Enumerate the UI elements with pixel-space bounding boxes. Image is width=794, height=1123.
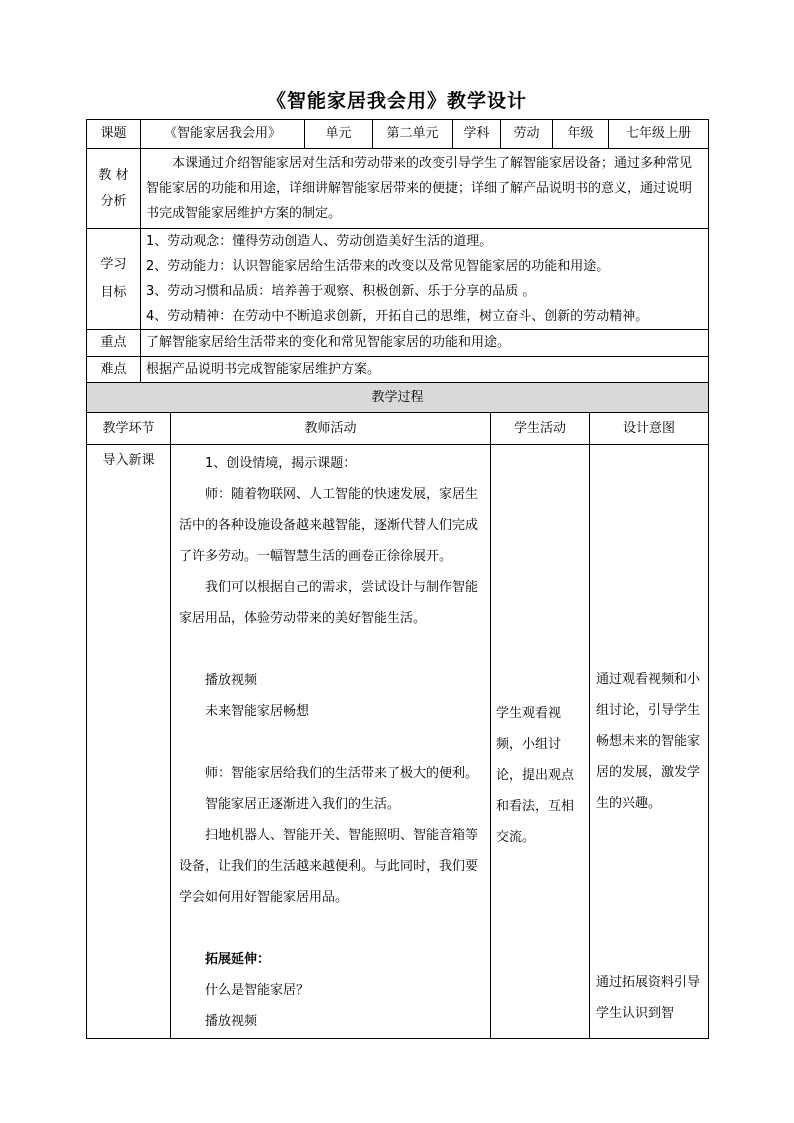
- student-activity-cell: [491, 445, 590, 1039]
- page-title: 《智能家居我会用》教学设计: [266, 90, 527, 112]
- teacher-activity-cell: [171, 445, 491, 1039]
- unit-value: 第二单元: [373, 120, 453, 149]
- header-student: 学生活动: [491, 413, 590, 445]
- objectives-label-line2: 目标: [100, 285, 127, 300]
- teacher-p11: 播放视频: [205, 1014, 258, 1029]
- grade-value: 七年级上册: [609, 120, 709, 149]
- analysis-label: [87, 149, 141, 229]
- topic-value: 《智能家居我会用》: [141, 120, 305, 149]
- teacher-p2: 师：随着物联网、人工智能的快速发展，家居生活中的各种设施设备越来越智能，逐渐代替人们完成了许多劳动。一幅智慧生活的画卷正徐徐展开。: [179, 487, 479, 564]
- objectives-label: [87, 229, 141, 330]
- key-point-text: 了解智能家居给生活带来的变化和常见智能家居的功能和用途。: [141, 330, 709, 357]
- header-stage: 教学环节: [87, 413, 171, 445]
- analysis-label-line2: 分析: [100, 193, 127, 209]
- teacher-p8: 扫地机器人、智能开关、智能照明、智能音箱等设备，让我们的生活越来越便利。与此同时，我们要学会如何用好智能家居用品。: [179, 828, 479, 905]
- difficulty-text: 根据产品说明书完成智能家居维护方案。: [141, 357, 709, 384]
- process-table: [86, 382, 709, 1039]
- subject-value: 劳动: [501, 120, 553, 149]
- objective-item-2: 2、劳动能力：认识智能家居给生活带来的改变以及常见智能家居的功能和用途。: [146, 259, 610, 274]
- objectives-cell: [141, 229, 709, 330]
- unit-label: 单元: [305, 120, 373, 149]
- grade-label: 年级: [553, 120, 609, 149]
- header-intent: 设计意图: [590, 413, 709, 445]
- objective-item-3: 3、劳动习惯和品质：培养善于观察、积极创新、乐于分享的品质 。: [146, 284, 536, 299]
- header-teacher: 教师活动: [171, 413, 491, 445]
- design-intent-2: 通过拓展资料引导学生认识到智: [596, 975, 701, 1021]
- key-point-label: 重点: [87, 330, 141, 357]
- objectives-label-line1: 学习: [100, 257, 127, 272]
- teacher-p7: 智能家居正逐渐进入我们的生活。: [205, 797, 401, 812]
- teacher-p10: 什么是智能家居？: [205, 983, 310, 998]
- teacher-p4: 播放视频: [205, 673, 258, 688]
- objective-item-1: 1、劳动观念：懂得劳动创造人、劳动创造美好生活的道理。: [146, 234, 493, 249]
- info-table: [86, 119, 709, 384]
- analysis-text: 本课通过介绍智能家居对生活和劳动带来的改变引导学生了解智能家居设备；通过多种常见智能家居的功能和用途，详细讲解智能家居带来的便捷；详细了解产品说明书的意义，通过说明书完成智能家居维护方案的制定。: [146, 156, 693, 221]
- teacher-p1: 1、创设情境，揭示课题：: [205, 456, 357, 471]
- difficulty-label: 难点: [87, 357, 141, 384]
- teacher-p6: 师：智能家居给我们的生活带来了极大的便利。: [205, 766, 479, 781]
- design-intent-cell: [590, 445, 709, 1039]
- design-intent-1: 通过观看视频和小组讨论，引导学生畅想未来的智能家居的发展，激发学生的兴趣。: [596, 672, 701, 811]
- student-activity-text: 学生观看视频，小组讨论，提出观点和看法，互相交流。: [496, 706, 575, 845]
- teacher-p5: 未来智能家居畅想: [205, 704, 310, 719]
- stage-label: 导入新课: [102, 453, 155, 468]
- subject-label: 学科: [453, 120, 501, 149]
- teacher-p9: 拓展延伸：: [205, 952, 271, 967]
- teacher-p3: 我们可以根据自己的需求，尝试设计与制作智能家居用品，体验劳动带来的美好智能生活。: [179, 580, 479, 626]
- stage-cell: [87, 445, 171, 1039]
- analysis-label-line1: 教 材: [98, 167, 129, 183]
- objective-item-4: 4、劳动精神：在劳动中不断追求创新，开拓自己的思维，树立奋斗、创新的劳动精神。: [146, 309, 649, 324]
- analysis-cell: [141, 149, 709, 229]
- topic-label: 课题: [87, 120, 141, 149]
- process-section-title: 教学过程: [87, 383, 709, 413]
